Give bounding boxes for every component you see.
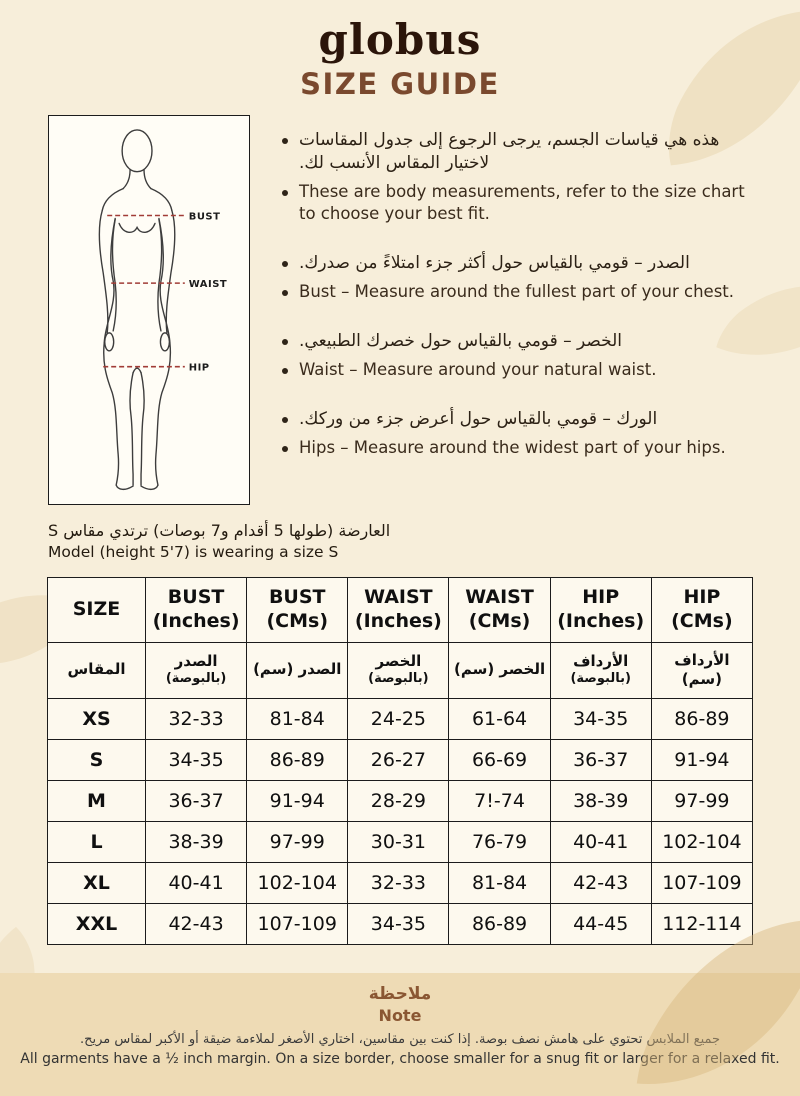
model-note-ar: العارضة (طولها 5 أقدام و7 بوصات) ترتدي مقاس S (48, 521, 391, 541)
instructions-list (282, 115, 752, 505)
note-title-en: Note (378, 1006, 422, 1025)
measurement-cell: 61-64 (449, 698, 550, 739)
header (0, 0, 800, 101)
measurement-cell: 102-104 (247, 862, 348, 903)
hip-line-label: HIP (188, 362, 210, 374)
table-row (48, 739, 753, 780)
bullet-dot (282, 290, 288, 296)
measurement-cell: 42-43 (550, 862, 651, 903)
size-cell: L (48, 821, 146, 862)
measurement-cell: 40-41 (550, 821, 651, 862)
note-title-ar: ملاحظة (368, 984, 432, 1004)
col-header-bust-in: BUST (Inches) (146, 578, 247, 643)
size-table-body (48, 698, 753, 944)
list-item (282, 281, 752, 303)
measurement-cell: 38-39 (146, 821, 247, 862)
measurement-cell: 112-114 (651, 903, 752, 944)
measurement-cell: 81-84 (449, 862, 550, 903)
bullet-dot (282, 446, 288, 452)
col-header-waist-cm: WAIST (CMs) (449, 578, 550, 643)
waist-text-en: Waist – Measure around your natural waist. (299, 360, 657, 380)
bullet-dot (282, 339, 288, 345)
size-cell: XL (48, 862, 146, 903)
col-header-hip-in-ar: الأرداف (بالبوصة) (550, 642, 651, 698)
measurement-cell: 36-37 (146, 780, 247, 821)
bullet-dot (282, 190, 288, 196)
brand-logo: globus (318, 15, 482, 64)
size-chart-table (47, 577, 753, 945)
col-header-bust-in-ar: الصدر (بالبوصة) (146, 642, 247, 698)
measurement-cell: 28-29 (348, 780, 449, 821)
measurement-cell: 107-109 (247, 903, 348, 944)
measurement-cell: 34-35 (550, 698, 651, 739)
measurement-cell: 107-109 (651, 862, 752, 903)
col-header-size-ar: المقاس (48, 642, 146, 698)
measurement-cell: 97-99 (247, 821, 348, 862)
bullet-dot (282, 417, 288, 423)
list-item (282, 129, 752, 174)
list-item (282, 181, 752, 225)
waist-line-label: WAIST (188, 279, 228, 291)
bullet-group-intro (282, 129, 752, 224)
measurement-cell: 34-35 (348, 903, 449, 944)
measurement-cell: 91-94 (247, 780, 348, 821)
measurement-cell: 86-89 (247, 739, 348, 780)
hip-text-ar: الورك – قومي بالقياس حول أعرض جزء من وركك. (299, 408, 658, 429)
measurement-cell: 40-41 (146, 862, 247, 903)
list-item (282, 252, 752, 274)
table-header-arabic (48, 642, 753, 698)
table-header-english (48, 578, 753, 643)
measurement-cell: 97-99 (651, 780, 752, 821)
measurement-cell: 7!-74 (449, 780, 550, 821)
bullet-dot (282, 368, 288, 374)
table-row (48, 821, 753, 862)
measurement-cell: 32-33 (146, 698, 247, 739)
bullet-dot (282, 138, 288, 144)
note-body-en: All garments have a ½ inch margin. On a size border, choose smaller for a snug fit or larger for a relaxed fit. (20, 1051, 780, 1067)
table-row (48, 903, 753, 944)
note-body-ar: جميع الملابس تحتوي على هامش نصف بوصة. إذا كنت بين مقاسين، اختاري الأصغر لملاءمة ضيقة أو الأكبر لمقاس مريح. (79, 1032, 721, 1047)
size-cell: M (48, 780, 146, 821)
col-header-hip-cm: HIP (CMs) (651, 578, 752, 643)
bullet-group-bust (282, 252, 752, 303)
model-note-en: Model (height 5'7) is wearing a size S (48, 543, 339, 562)
bullet-group-hip (282, 408, 752, 459)
intro-text-ar: هذه هي قياسات الجسم، يرجى الرجوع إلى جدول المقاسات لاختيار المقاس الأنسب لك. (299, 130, 720, 173)
measurement-cell: 91-94 (651, 739, 752, 780)
body-figure-illustration (49, 116, 249, 504)
list-item (282, 330, 752, 352)
col-header-size: SIZE (48, 578, 146, 643)
table-row (48, 780, 753, 821)
bust-line-label: BUST (188, 211, 221, 223)
col-header-bust-cm-ar: الصدر (سم) (247, 642, 348, 698)
measurement-cell: 30-31 (348, 821, 449, 862)
bust-text-en: Bust – Measure around the fullest part of your chest. (299, 281, 735, 301)
intro-text-en: These are body measurements, refer to the size chart to choose your best fit. (299, 181, 745, 223)
col-header-waist-cm-ar: الخصر (سم) (449, 642, 550, 698)
measurement-cell: 42-43 (146, 903, 247, 944)
measurement-section (0, 115, 800, 505)
measurement-cell: 32-33 (348, 862, 449, 903)
measurement-cell: 86-89 (651, 698, 752, 739)
measurement-cell: 86-89 (449, 903, 550, 944)
hip-text-en: Hips – Measure around the widest part of your hips. (299, 438, 726, 458)
measurement-cell: 26-27 (348, 739, 449, 780)
measurement-cell: 66-69 (449, 739, 550, 780)
col-header-hip-in: HIP (Inches) (550, 578, 651, 643)
page-title: SIZE GUIDE (300, 67, 500, 102)
size-cell: XS (48, 698, 146, 739)
list-item (282, 408, 752, 430)
measurement-cell: 81-84 (247, 698, 348, 739)
bullet-dot (282, 261, 288, 267)
model-note (0, 521, 800, 561)
measurement-cell: 36-37 (550, 739, 651, 780)
col-header-hip-cm-ar: الأرداف (سم) (651, 642, 752, 698)
col-header-bust-cm: BUST (CMs) (247, 578, 348, 643)
measurement-cell: 76-79 (449, 821, 550, 862)
measurement-cell: 102-104 (651, 821, 752, 862)
table-row (48, 862, 753, 903)
size-cell: S (48, 739, 146, 780)
list-item (282, 437, 752, 459)
bust-text-ar: الصدر – قومي بالقياس حول أكثر جزء امتلاءً من صدرك. (299, 252, 690, 273)
col-header-waist-in: WAIST (Inches) (348, 578, 449, 643)
body-measurement-diagram (48, 115, 250, 505)
list-item (282, 359, 752, 381)
table-row (48, 698, 753, 739)
waist-text-ar: الخصر – قومي بالقياس حول خصرك الطبيعي. (299, 330, 623, 351)
size-cell: XXL (48, 903, 146, 944)
measurement-cell: 38-39 (550, 780, 651, 821)
bullet-group-waist (282, 330, 752, 381)
measurement-cell: 34-35 (146, 739, 247, 780)
col-header-waist-in-ar: الخصر (بالبوصة) (348, 642, 449, 698)
measurement-cell: 24-25 (348, 698, 449, 739)
measurement-cell: 44-45 (550, 903, 651, 944)
